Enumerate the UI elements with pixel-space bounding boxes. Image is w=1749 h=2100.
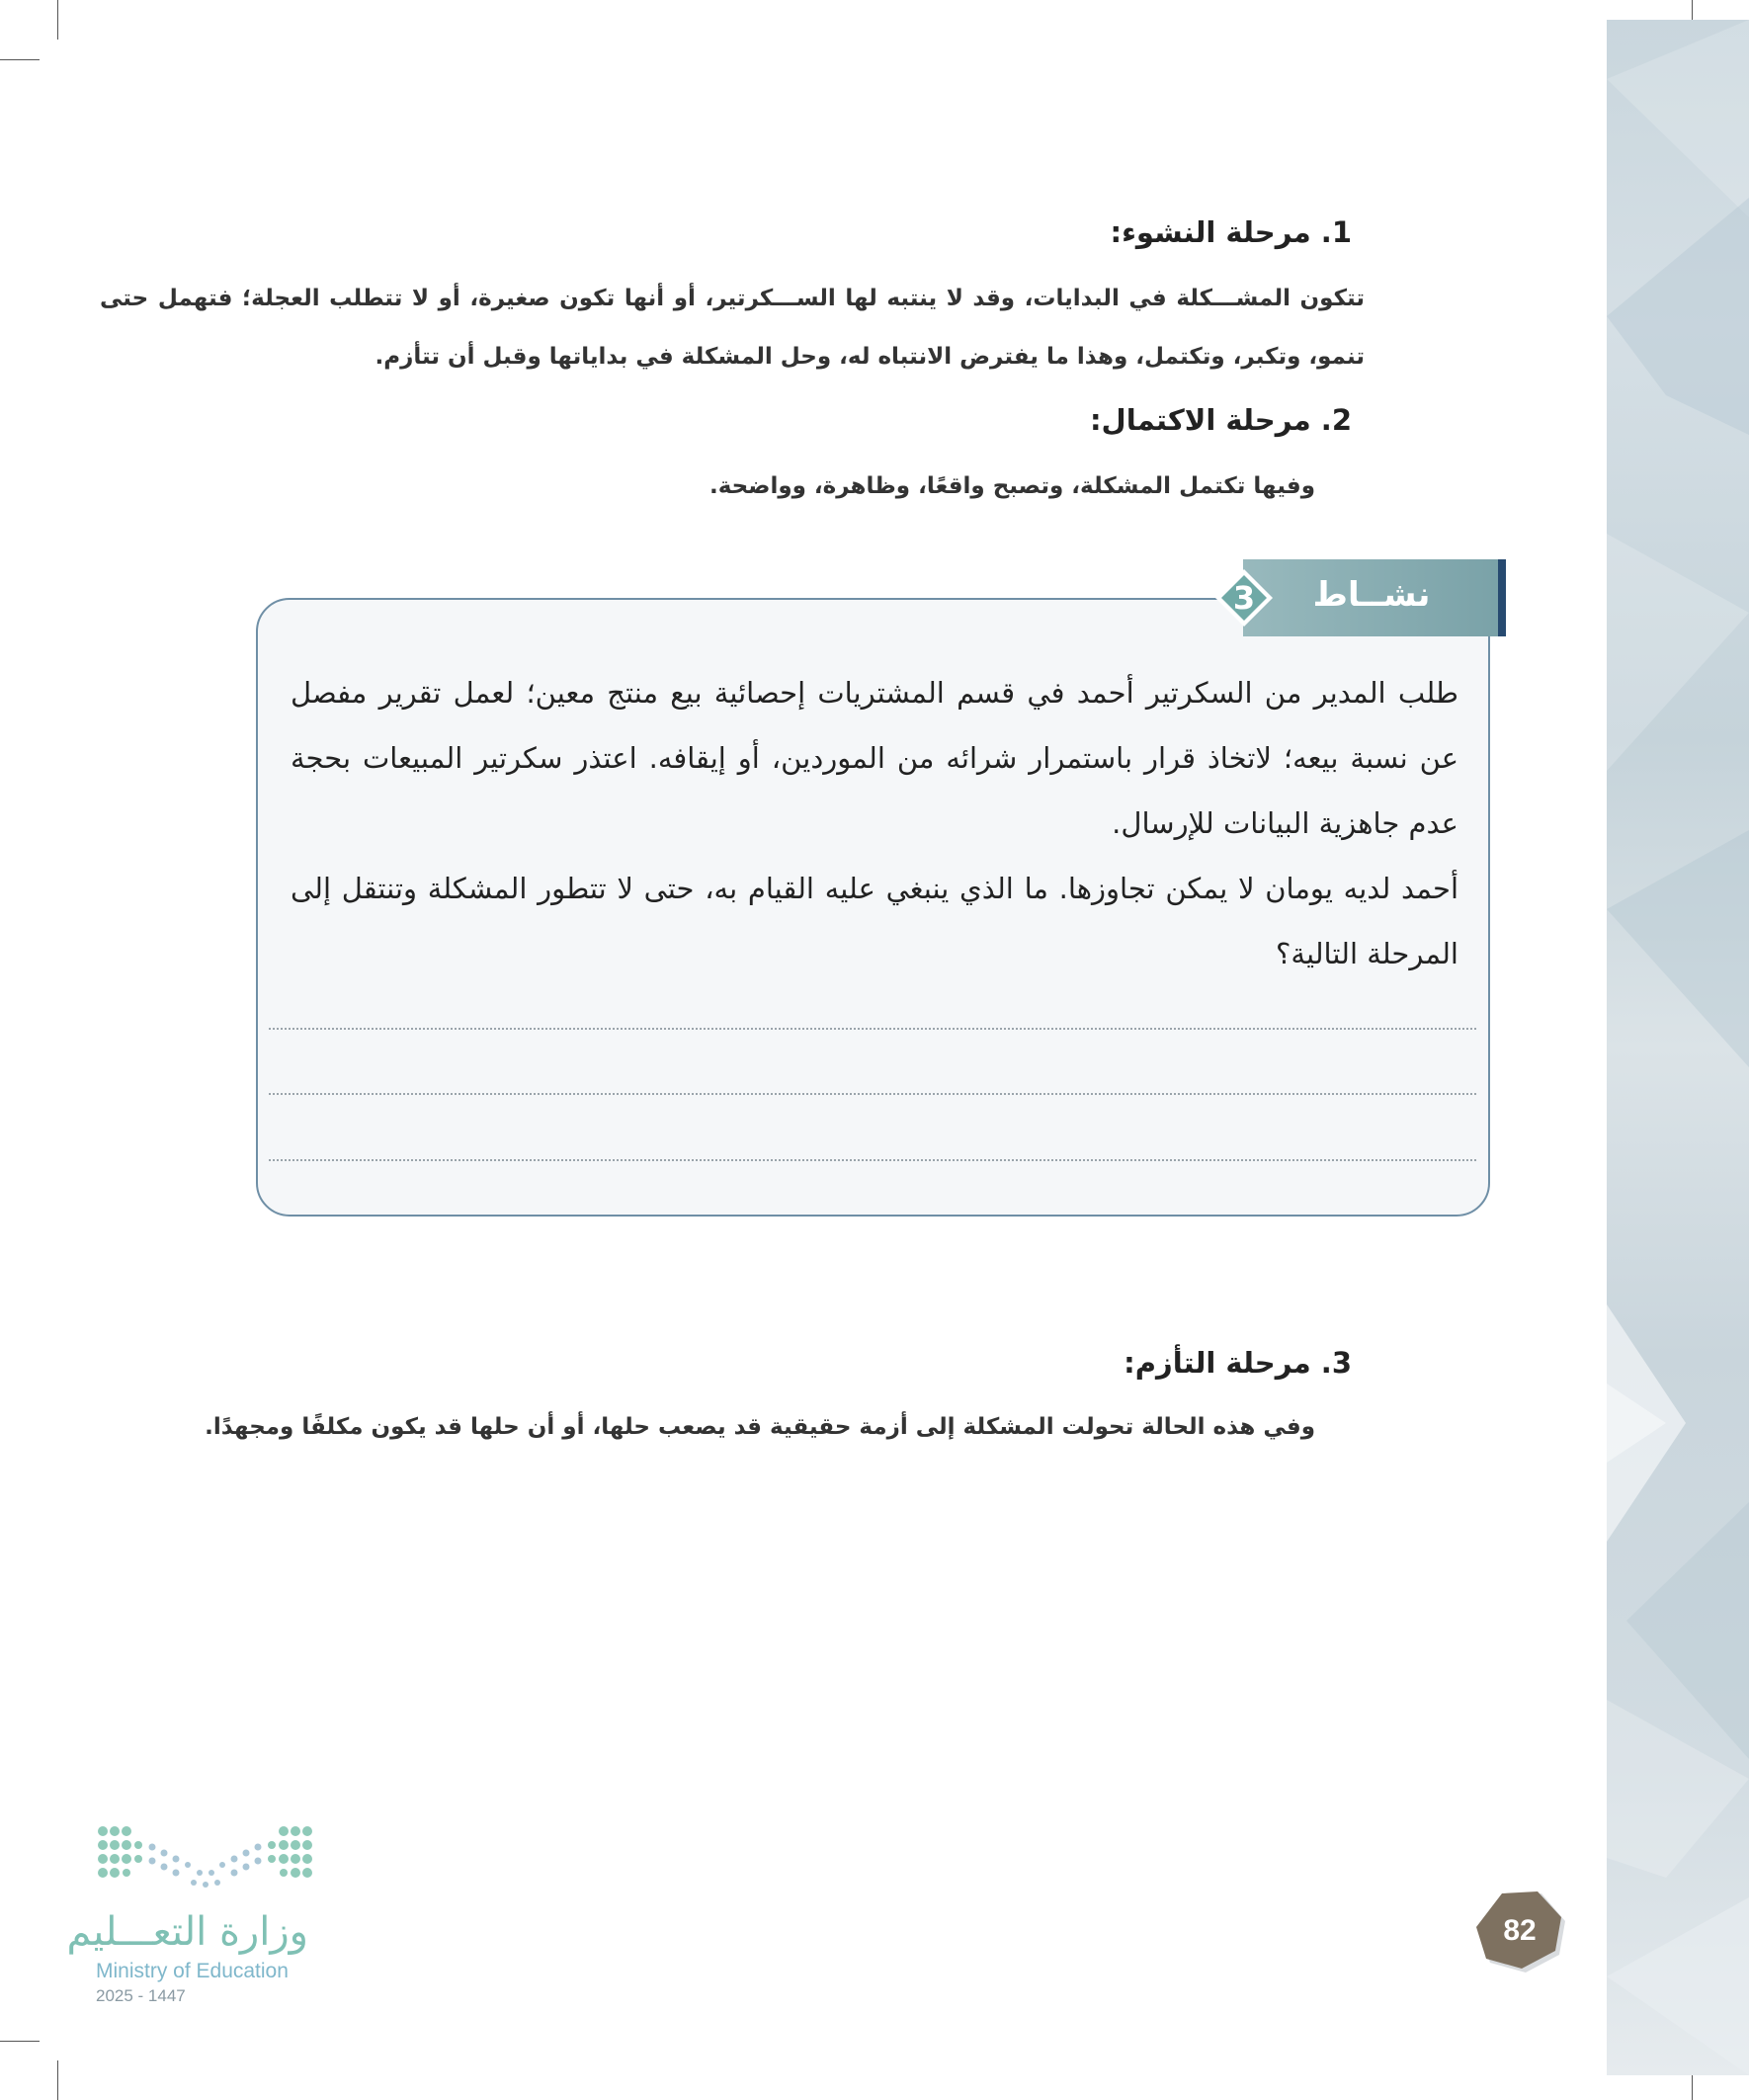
- answer-line[interactable]: [269, 1028, 1476, 1030]
- answer-line[interactable]: [269, 1159, 1476, 1161]
- activity-number: 3: [1232, 579, 1256, 617]
- ministry-name-english: Ministry of Education: [96, 1960, 289, 1982]
- activity-tab-bar: [1498, 559, 1506, 636]
- crop-mark: [0, 2041, 40, 2042]
- ministry-name-arabic: وزارة التعـــليم: [66, 1909, 308, 1955]
- activity-tab: [1204, 559, 1498, 636]
- decorative-side-panel: [1607, 20, 1749, 2075]
- activity-question: أحمد لديه يومان لا يمكن تجاوزها. ما الذي ينبغي عليه القيام به، حتى لا تتطور المشكلة وتنتقل إلى المرحلة التالية؟: [291, 872, 1458, 970]
- page-number: 82: [1503, 1914, 1537, 1947]
- section-heading: 1. مرحلة النشوء:: [1110, 215, 1352, 249]
- crop-mark: [0, 59, 40, 60]
- ministry-logo-icon: [95, 1823, 322, 1902]
- section-heading: 2. مرحلة الاكتمال:: [1089, 403, 1352, 437]
- answer-line[interactable]: [269, 1093, 1476, 1095]
- section-heading: 3. مرحلة التأزم:: [1124, 1346, 1352, 1380]
- activity-paragraph: طلب المدير من السكرتير أحمد في قسم المشتريات إحصائية بيع منتج معين؛ لعمل تقرير مفصل عن نسبة بيعه؛ لاتخاذ قرار باستمرار شرائه من الموردين، أو إيقافه. اعتذر سكرتير المبيعات بحجة عدم جاهزية البيانات للإرسال.: [291, 676, 1458, 840]
- crop-mark: [57, 2060, 58, 2100]
- crop-mark: [57, 0, 58, 40]
- section-text: تتكون المشـــكلة في البدايات، وقد لا ينتبه لها الســـكرتير، أو أنها تكون صغيرة، أو لا تتطلب العجلة؛ فتهمل حتى تنمو، وتكبر، وتكتمل، وهذا ما يفترض الانتباه له، وحل المشكلة في بداياتها وقبل أن تتأزم.: [100, 286, 1365, 370]
- section-text: وفيها تكتمل المشكلة، وتصبح واقعًا، وظاهرة، وواضحة.: [708, 473, 1315, 499]
- side-panel-pattern: [1607, 20, 1749, 2075]
- section-text: وفي هذه الحالة تحولت المشكلة إلى أزمة حقيقية قد يصعب حلها، أو أن حلها قد يكون مكلفًا ومجهدًا.: [205, 1414, 1315, 1440]
- activity-label: نشــاط: [1312, 575, 1431, 615]
- ministry-year: 2025 - 1447: [96, 1986, 186, 2005]
